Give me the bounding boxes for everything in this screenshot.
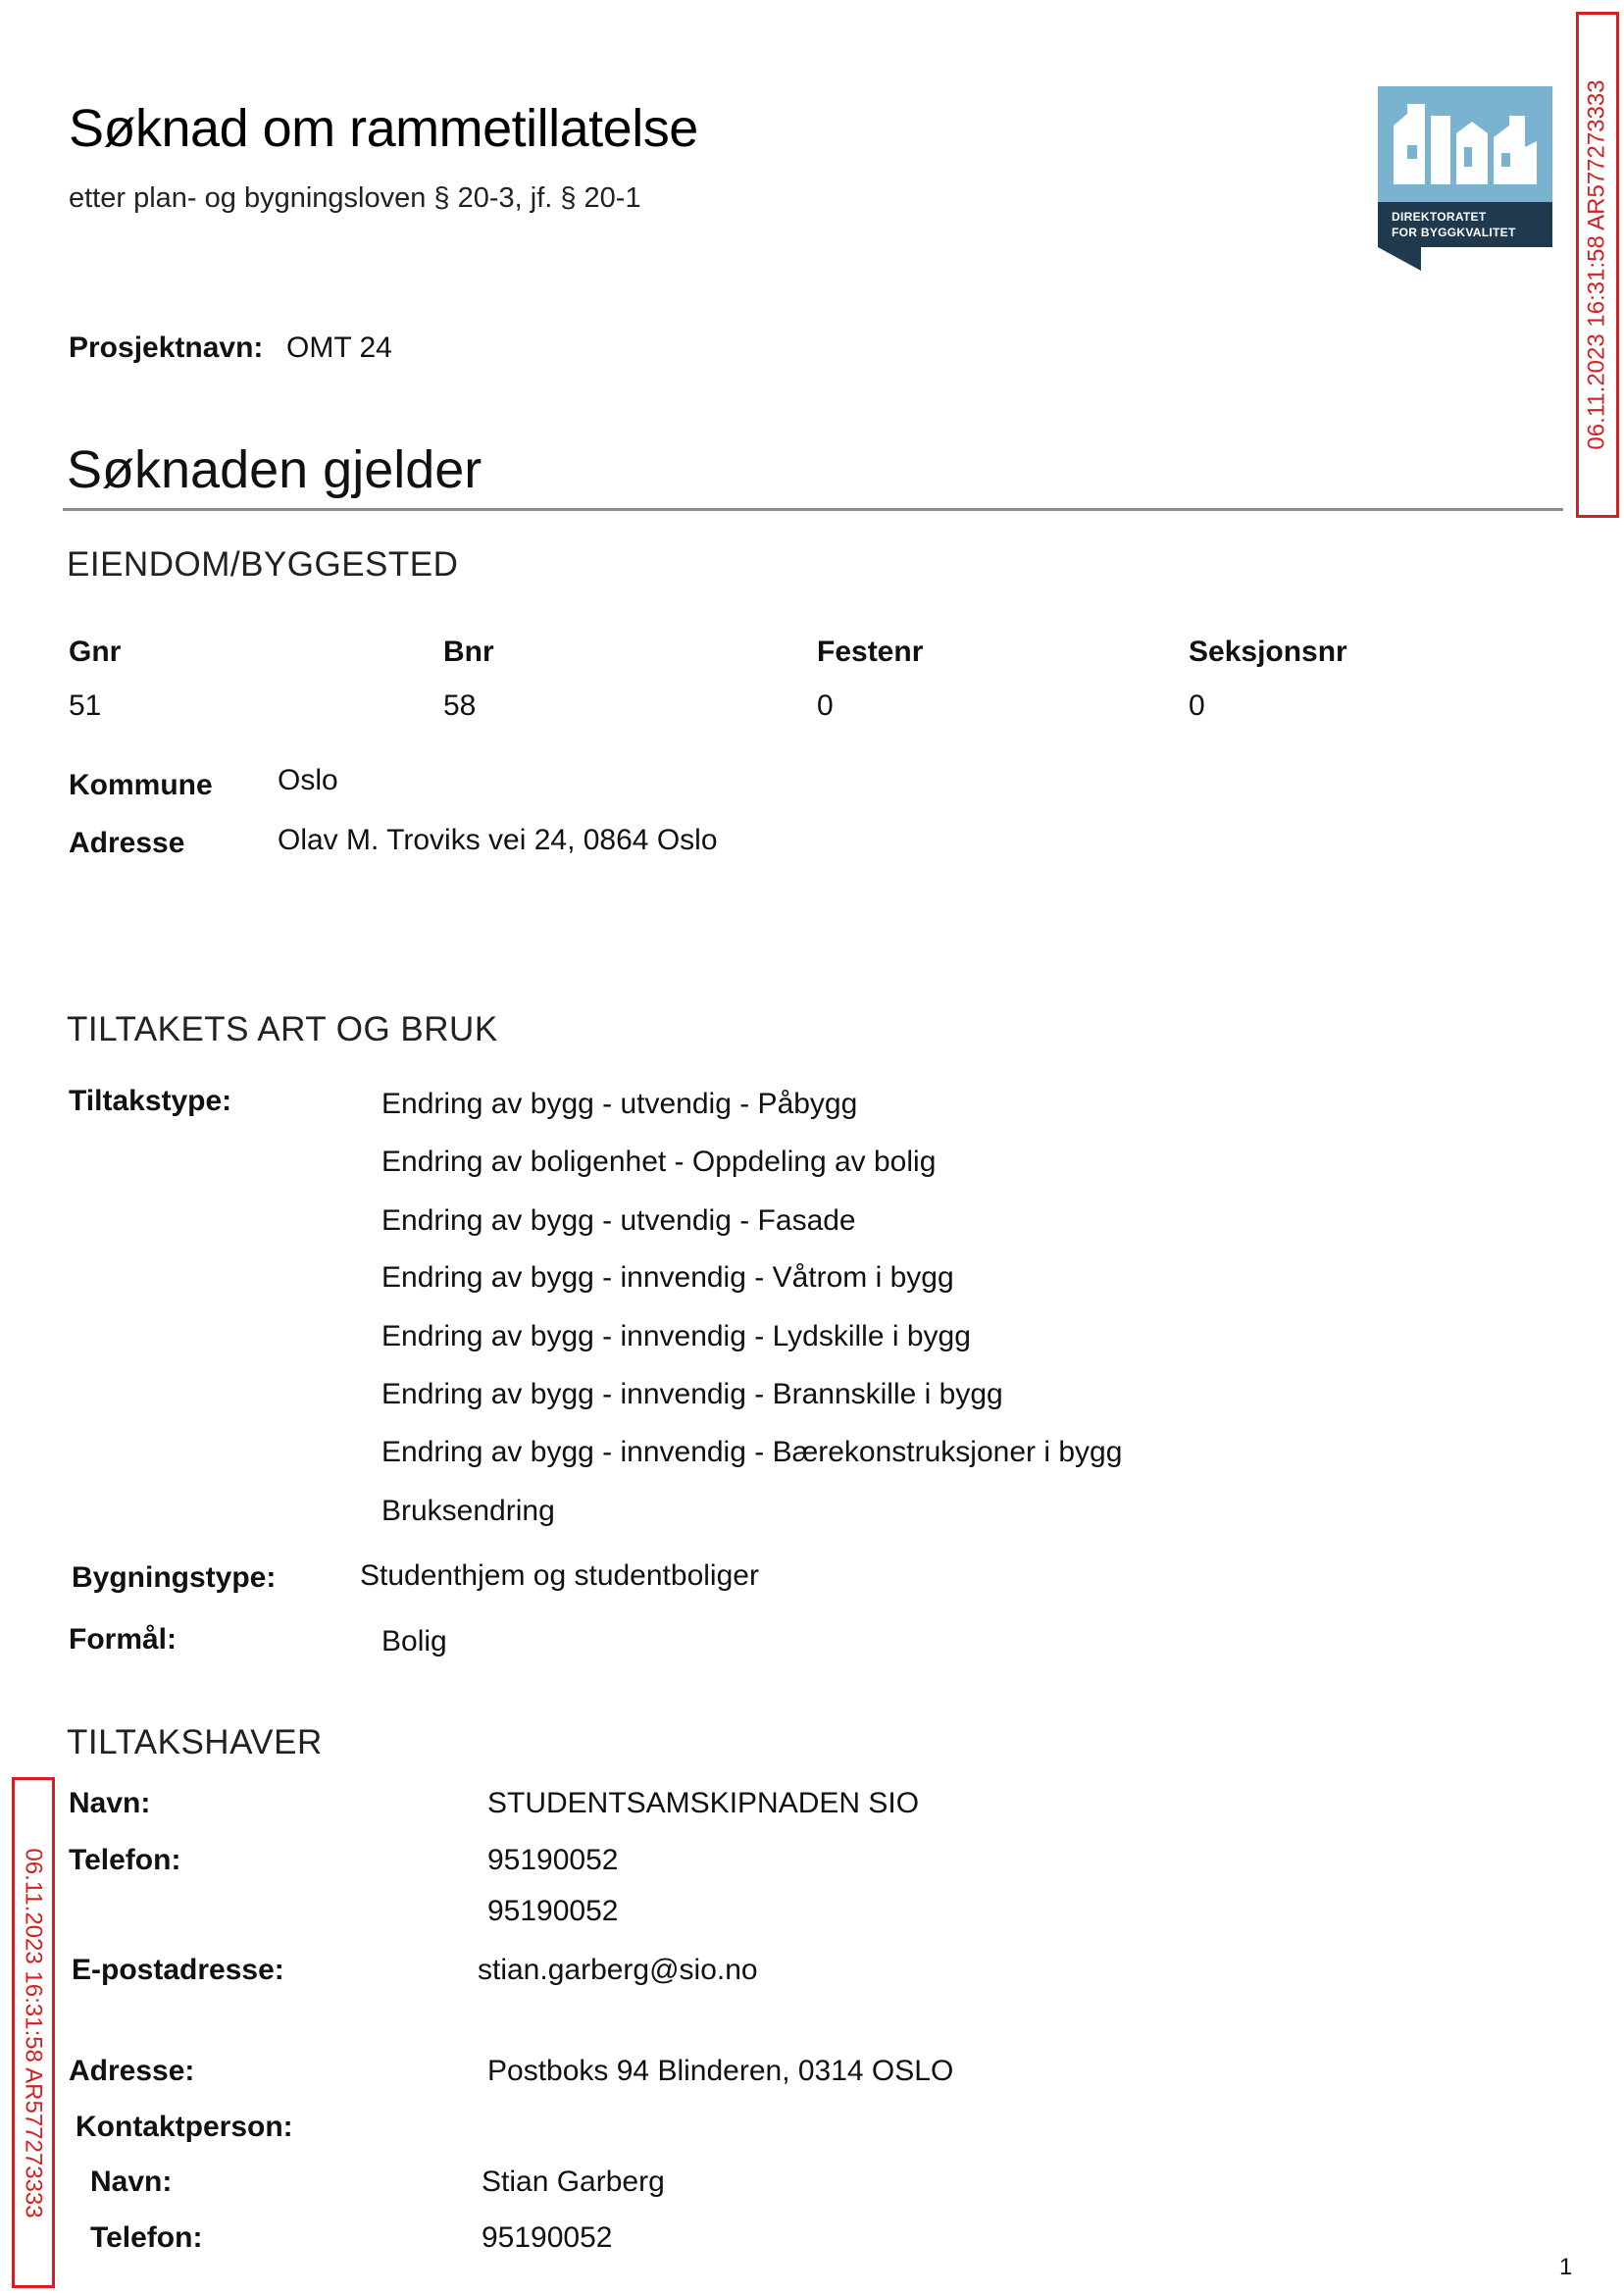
timestamp-stamp-text: 06.11.2023 16:31:58 AR577273333 [1584, 79, 1610, 450]
adresse-label: Adresse [69, 827, 185, 859]
tiltakstype-item: Endring av bygg - innvendig - Bærekonstruksjoner i bygg [381, 1436, 1123, 1468]
logo-flag-icon [1378, 247, 1421, 271]
gnr-label: Gnr [69, 636, 122, 668]
timestamp-stamp-text: 06.11.2023 16:31:58 AR577273333 [21, 1847, 47, 2218]
logo-text-band [1378, 202, 1552, 247]
kontaktperson-telefon-value: 95190052 [482, 2221, 613, 2254]
tiltakstype-label: Tiltakstype: [69, 1085, 232, 1117]
festenr-label: Festenr [817, 636, 924, 668]
section-title: Søknaden gjelder [67, 440, 482, 499]
kontaktperson-navn-label: Navn: [90, 2166, 173, 2198]
dibk-logo [1378, 86, 1552, 278]
kontaktperson-telefon-label: Telefon: [90, 2221, 203, 2254]
tiltakstype-item: Endring av bygg - innvendig - Lydskille i bygg [381, 1320, 971, 1352]
tiltakshaver-epost-label: E-postadresse: [72, 1954, 284, 1986]
eiendom-heading: EIENDOM/BYGGESTED [67, 545, 459, 584]
tiltakstype-item: Bruksendring [381, 1495, 555, 1527]
tiltakshaver-adresse-label: Adresse: [69, 2055, 195, 2087]
gnr-value: 51 [69, 689, 102, 722]
festenr-value: 0 [817, 689, 834, 722]
tiltakstype-item: Endring av bygg - utvendig - Påbygg [381, 1088, 858, 1120]
logo-text-line-2: FOR BYGGKVALITET [1392, 226, 1516, 239]
tiltakshaver-heading: TILTAKSHAVER [67, 1723, 323, 1761]
tiltak-heading: TILTAKETS ART OG BRUK [67, 1010, 498, 1048]
adresse-value: Olav M. Troviks vei 24, 0864 Oslo [278, 824, 718, 856]
tiltakshaver-navn-value: STUDENTSAMSKIPNADEN SIO [487, 1787, 920, 1819]
seksjonsnr-label: Seksjonsnr [1189, 636, 1347, 668]
tiltakshaver-telefon-value: 95190052 [487, 1844, 619, 1876]
tiltakstype-item: Endring av boligenhet - Oppdeling av bolig [381, 1146, 937, 1178]
bygningstype-value: Studenthjem og studentboliger [360, 1559, 759, 1592]
timestamp-stamp-left [12, 1777, 55, 2288]
seksjonsnr-value: 0 [1189, 689, 1205, 722]
project-name-label: Prosjektnavn: [69, 331, 264, 364]
timestamp-stamp-right [1576, 12, 1619, 518]
logo-buildings-icon [1378, 86, 1552, 202]
formal-value: Bolig [381, 1625, 447, 1657]
document-subtitle: etter plan- og bygningsloven § 20-3, jf. § 20-1 [69, 182, 641, 214]
kontaktperson-navn-value: Stian Garberg [482, 2166, 665, 2198]
bnr-label: Bnr [443, 636, 494, 668]
section-divider [63, 508, 1563, 511]
tiltakshaver-navn-label: Navn: [69, 1787, 151, 1819]
tiltakshaver-epost-value: stian.garberg@sio.no [478, 1954, 758, 1986]
tiltakshaver-telefon-label: Telefon: [69, 1844, 181, 1876]
kommune-value: Oslo [278, 764, 338, 796]
tiltakshaver-telefon-value: 95190052 [487, 1895, 619, 1927]
bnr-value: 58 [443, 689, 477, 722]
kommune-label: Kommune [69, 769, 213, 801]
tiltakstype-item: Endring av bygg - utvendig - Fasade [381, 1204, 856, 1237]
kontaktperson-label: Kontaktperson: [76, 2111, 293, 2143]
tiltakstype-item: Endring av bygg - innvendig - Brannskille i bygg [381, 1378, 1003, 1410]
tiltakshaver-adresse-value: Postboks 94 Blinderen, 0314 OSLO [487, 2055, 954, 2087]
project-name-value: OMT 24 [286, 331, 392, 364]
document-title: Søknad om rammetillatelse [69, 99, 698, 158]
formal-label: Formål: [69, 1623, 178, 1656]
bygningstype-label: Bygningstype: [72, 1561, 277, 1594]
tiltakstype-item: Endring av bygg - innvendig - Våtrom i bygg [381, 1261, 954, 1294]
page-number: 1 [1559, 2254, 1573, 2280]
logo-text-line-1: DIREKTORATET [1392, 210, 1487, 224]
logo-emblem [1378, 86, 1552, 202]
